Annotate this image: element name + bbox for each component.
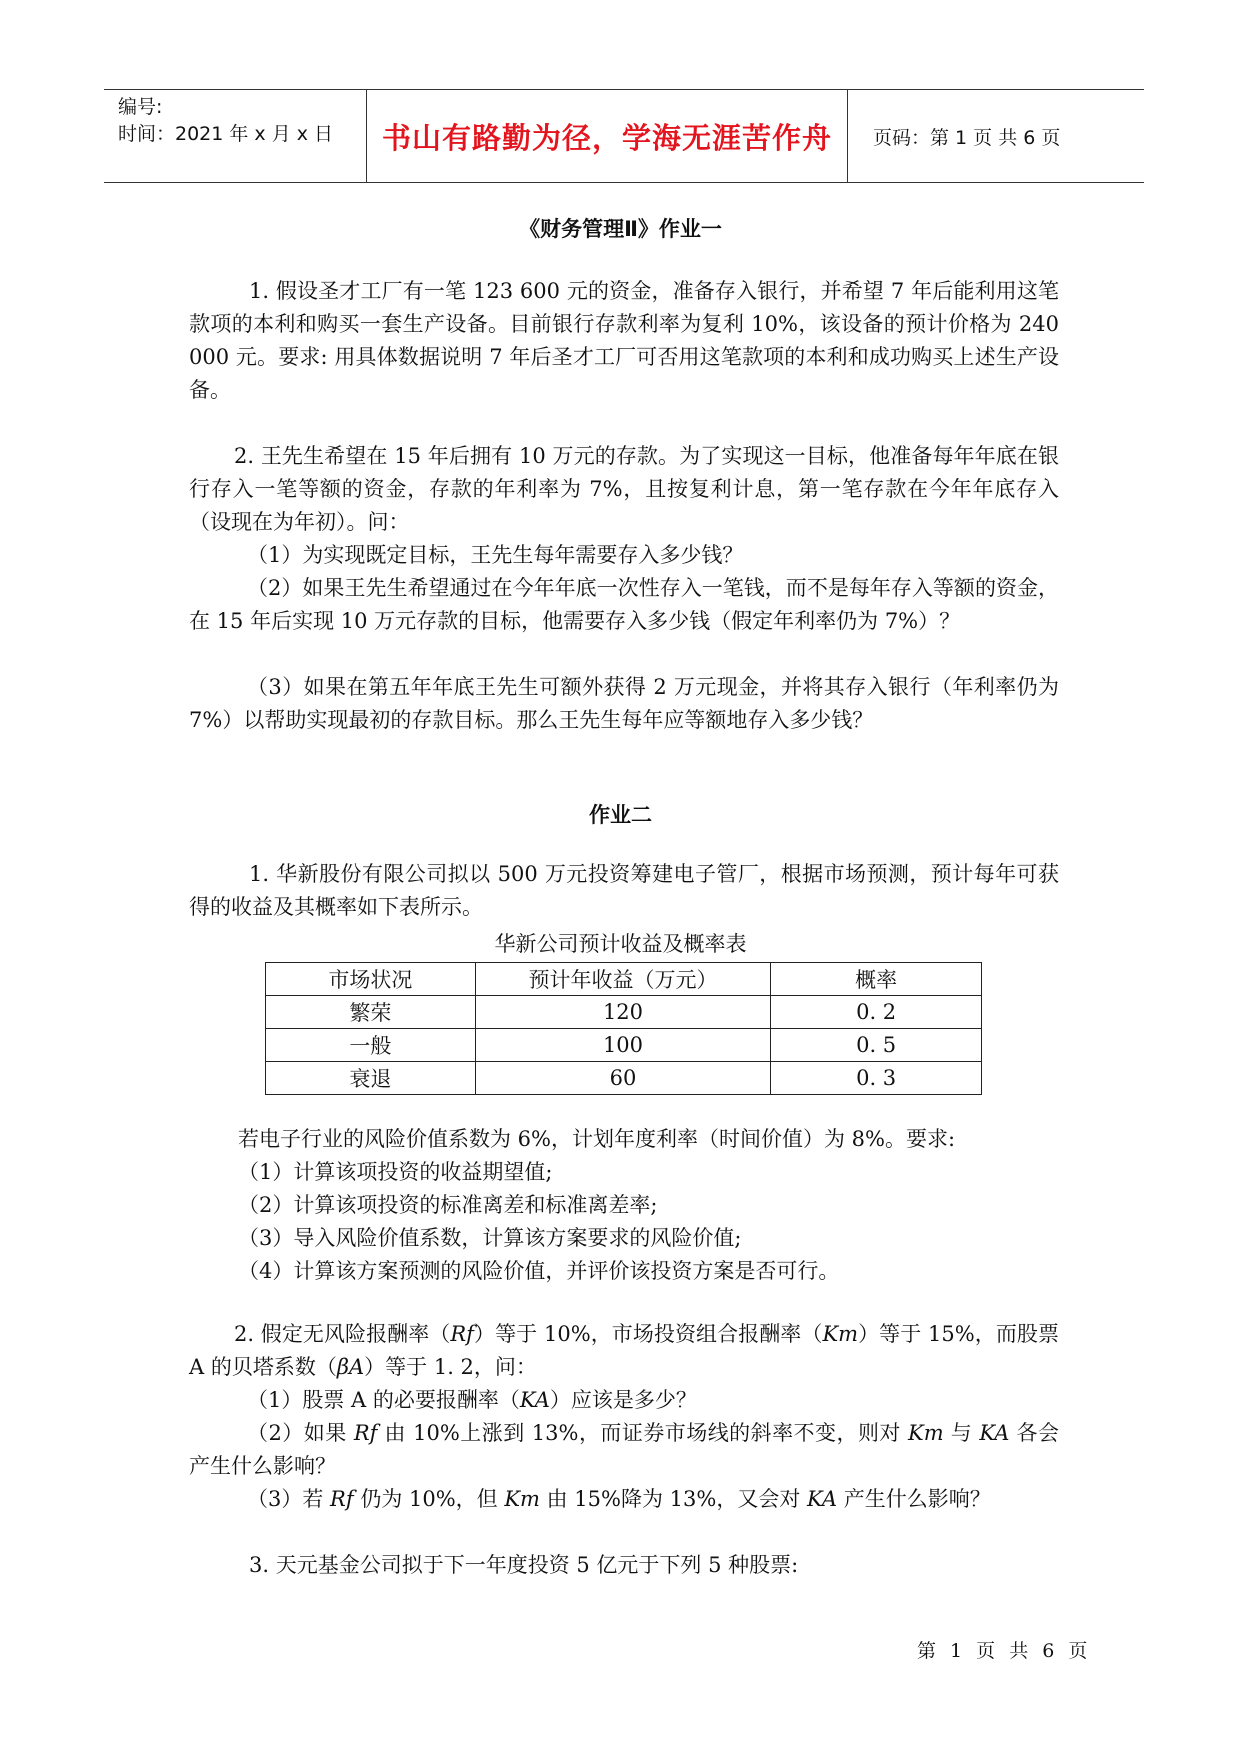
hw2-question-2-part-1 [189, 1384, 1059, 1417]
table-cell: 60 [475, 1062, 771, 1095]
text-run: 产生什么影响？ [837, 1487, 991, 1511]
table-header-row [266, 963, 982, 996]
hw2-question-2 [189, 1318, 1059, 1384]
text-run: （1）股票 A 的必要报酬率（ [247, 1388, 520, 1412]
header-page-label: 页码：第 1 页 共 6 页 [873, 126, 1061, 149]
table-caption: 华新公司预计收益及概率表 [494, 932, 747, 956]
text-run: （3）若 [247, 1487, 331, 1511]
symbol-ka: KA [519, 1388, 550, 1412]
hw2-question-2-part-3 [189, 1483, 1059, 1516]
table-cell: 0. 3 [771, 1062, 982, 1095]
table-row [266, 1062, 982, 1095]
symbol-beta-a: βA [336, 1355, 365, 1379]
hw2-q1-requirement-1: （1）计算该项投资的收益期望值; [238, 1160, 553, 1184]
table-cell: 120 [475, 996, 771, 1029]
doc-number-label: 编号: [118, 96, 163, 118]
symbol-km: Km [822, 1322, 859, 1346]
table-cell: 100 [475, 1029, 771, 1062]
homework-one-title: 《财务管理Ⅱ》作业一 [519, 217, 722, 241]
text-run: ）等于 1. 2，问： [364, 1355, 537, 1379]
hw2-q1-requirement-3: （3）导入风险价值系数，计算该方案要求的风险价值; [238, 1226, 742, 1250]
hw1-question-2-part-3: （3）如果在第五年年底王先生可额外获得 2 万元现金，并将其存入银行（年利率仍为 7%）以帮助实现最初的存款目标。那么王先生每年应等额地存入多少钱？ [189, 675, 1059, 732]
text-run: ）等于 15%，而股票 A 的贝塔系数（ [189, 1322, 1059, 1379]
text-run: 仍为 10%，但 [353, 1487, 505, 1511]
text-run: 由 10%上涨到 13%，而证券市场线的斜率不变，则对 [377, 1421, 909, 1445]
text-run: （2）如果 [247, 1421, 354, 1445]
table-cell: 繁荣 [266, 996, 476, 1029]
hw2-question-3: 3. 天元基金公司拟于下一年度投资 5 亿元于下列 5 种股票: [249, 1553, 799, 1577]
text-run: ）等于 10%，市场投资组合报酬率（ [473, 1322, 823, 1346]
table-row [266, 1029, 982, 1062]
hw2-q1-requirement-4: （4）计算该方案预测的风险价值，并评价该投资方案是否可行。 [238, 1259, 840, 1283]
text-run: 各会产生什么影响？ [189, 1421, 1059, 1478]
symbol-ka: KA [807, 1487, 838, 1511]
symbol-ka: KA [979, 1421, 1010, 1445]
symbol-km: Km [504, 1487, 540, 1511]
hw2-q1-requirements: 若电子行业的风险价值系数为 6%，计划年度利率（时间价值）为 8%。要求: [238, 1127, 956, 1151]
text-run: 由 15%降为 13%，又会对 [539, 1487, 808, 1511]
hw1-question-2-part-2: （2）如果王先生希望通过在今年年底一次性存入一笔钱，而不是每年存入等额的资金，在 15 年后实现 10 万元存款的目标，他需要存入多少钱（假定年利率仍为 7%）？ [189, 576, 1059, 633]
text-run: ）应该是多少？ [549, 1388, 697, 1412]
table-header-cell: 预计年收益（万元） [475, 963, 771, 996]
table-row [266, 996, 982, 1029]
hw1-question-2: 2. 王先生希望在 15 年后拥有 10 万元的存款。为了实现这一目标，他准备每年年底在银行存入一笔等额的资金，存款的年利率为 7%，且按复利计息，第一笔存款在今年年底存入（设现在为年初）。问： [189, 444, 1059, 534]
table-cell: 0. 2 [771, 996, 982, 1029]
header-meta [118, 90, 368, 186]
earnings-probability-table [265, 962, 982, 1095]
table-cell: 0. 5 [771, 1029, 982, 1062]
table-header-cell: 概率 [771, 963, 982, 996]
table-cell: 一般 [266, 1029, 476, 1062]
symbol-rf: Rf [330, 1487, 354, 1511]
homework-two-title: 作业二 [589, 803, 652, 827]
hw1-question-1: 1. 假设圣才工厂有一笔 123 600 元的资金，准备存入银行，并希望 7 年后能利用这笔款项的本利和购买一套生产设备。目前银行存款利率为复利 10%，该设备的预计价格为 240 000 元。要求: 用具体数据说明 7 年后圣才工厂可否用这笔款项的本利和成功购买上述生产设备。 [189, 279, 1059, 402]
hw2-question-2-part-2 [189, 1417, 1059, 1483]
header-motto: 书山有路勤为径，学海无涯苦作舟 [366, 90, 848, 182]
hw1-question-2-part-1: （1）为实现既定目标，王先生每年需要存入多少钱？ [247, 543, 744, 567]
symbol-rf: Rf [450, 1322, 474, 1346]
table-cell: 衰退 [266, 1062, 476, 1095]
table-header-cell: 市场状况 [266, 963, 476, 996]
hw2-question-1: 1. 华新股份有限公司拟以 500 万元投资筹建电子管厂，根据市场预测，预计每年可获得的收益及其概率如下表所示。 [189, 862, 1059, 919]
symbol-km: Km [908, 1421, 944, 1445]
doc-time-label: 时间：2021 年 x 月 x 日 [118, 123, 334, 145]
page-footer: 第 1 页 共 6 页 [917, 1640, 1092, 1662]
symbol-rf: Rf [353, 1421, 378, 1445]
page-header [104, 89, 1144, 183]
hw2-q1-requirement-2: （2）计算该项投资的标准离差和标准离差率; [238, 1193, 658, 1217]
text-run: 2. 假定无风险报酬率（ [234, 1322, 451, 1346]
text-run: 与 [943, 1421, 980, 1445]
